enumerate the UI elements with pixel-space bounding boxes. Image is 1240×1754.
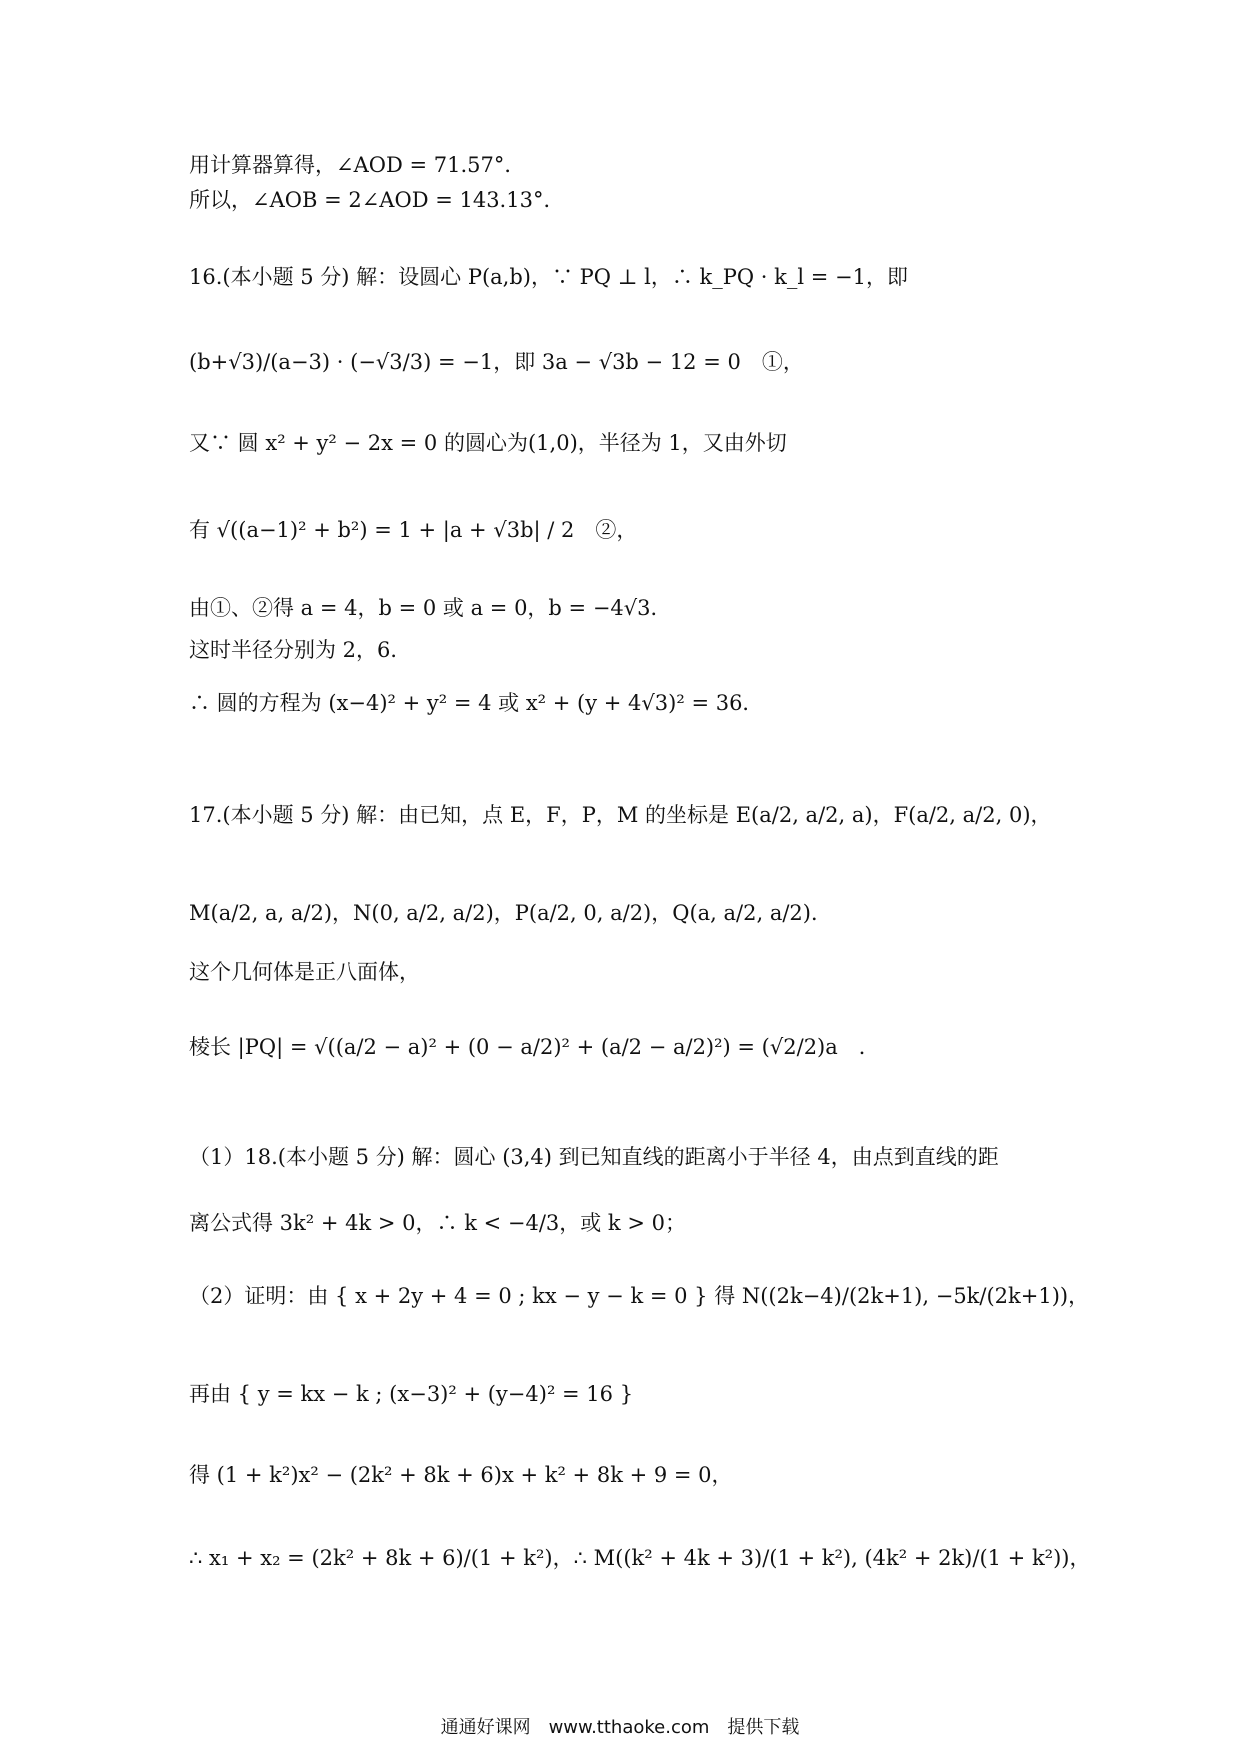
text-line-point-m: ∴ x₁ + x₂ = (2k² + 8k + 6)/(1 + k²)，∴ M((k² + 4k + 3)/(1 + k²), (4k² + 2k)/(1 + k²))， bbox=[189, 1546, 1091, 1570]
text-line-problem-16-intro: 16.(本小题 5 分) 解：设圆心 P(a,b)，∵ PQ ⊥ l，∴ k_PQ · k_l = −1，即 bbox=[189, 265, 908, 289]
footer-source: 通通好课网 www.tthaoke.com 提供下载 bbox=[440, 1717, 800, 1738]
text-line-edge-length: 棱长 |PQ| = √((a/2 − a)² + (0 − a/2)² + (a/2 − a/2)²) = (√2/2)a ． bbox=[189, 1035, 880, 1059]
text-line-part-2-point-n: （2）证明：由 { x + 2y + 4 = 0 ; kx − y − k = 0 } 得 N((2k−4)/(2k+1), −5k/(2k+1))， bbox=[189, 1284, 1090, 1308]
text-line-equation-1: (b+√3)/(a−3) · (−√3/3) = −1，即 3a − √3b − 12 = 0 ①， bbox=[189, 350, 804, 374]
text-line-equation-2: 有 √((a−1)² + b²) = 1 + |a + √3b| / 2 ②， bbox=[189, 518, 638, 542]
text-line-k-range: 离公式得 3k² + 4k > 0，∴ k < −4/3，或 k > 0； bbox=[189, 1211, 686, 1235]
text-line-system-circle: 再由 { y = kx − k ; (x−3)² + (y−4)² = 16 } bbox=[189, 1382, 634, 1406]
text-line-circle-equations: ∴ 圆的方程为 (x−4)² + y² = 4 或 x² + (y + 4√3)² = 36． bbox=[189, 691, 764, 715]
text-line-calc-angle-aod: 用计算器算得，∠AOD = 71.57°． bbox=[189, 153, 526, 177]
text-line-points-mnpq: M(a/2, a, a/2)，N(0, a/2, a/2)，P(a/2, 0, a/2)，Q(a, a/2, a/2)． bbox=[189, 901, 832, 925]
text-line-octahedron: 这个几何体是正八面体， bbox=[189, 960, 420, 984]
text-line-quadratic: 得 (1 + k²)x² − (2k² + 8k + 6)x + k² + 8k + 9 = 0， bbox=[189, 1463, 733, 1487]
text-line-radii: 这时半径分别为 2，6． bbox=[189, 638, 412, 662]
text-line-circle-center: 又∵ 圆 x² + y² − 2x = 0 的圆心为(1,0)，半径为 1，又由外切 bbox=[189, 431, 787, 455]
text-line-problem-17-intro: 17.(本小题 5 分) 解：由已知，点 E，F，P，M 的坐标是 E(a/2, a/2, a)，F(a/2, a/2, 0)， bbox=[189, 803, 1052, 827]
text-line-angle-aob: 所以，∠AOB = 2∠AOD = 143.13°． bbox=[189, 188, 565, 212]
text-line-solution-ab: 由①、②得 a = 4，b = 0 或 a = 0，b = −4√3． bbox=[189, 596, 672, 620]
text-line-problem-18-part-1: （1）18.(本小题 5 分) 解：圆心 (3,4) 到已知直线的距离小于半径 4，由点到直线的距 bbox=[189, 1145, 999, 1169]
